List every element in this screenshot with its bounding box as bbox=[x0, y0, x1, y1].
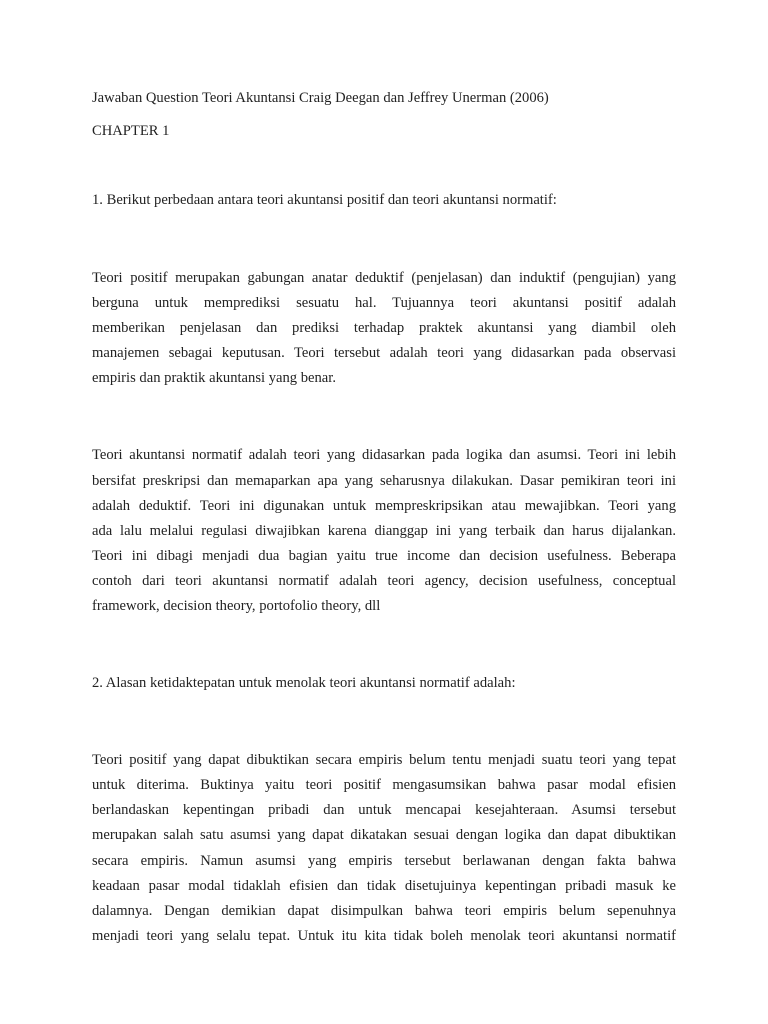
paragraph-line: ada lalu melalui regulasi diwajibkan karena dianggap ini yang terbaik dan harus dijalankan. bbox=[92, 522, 676, 539]
paragraph-line: empiris dan praktik akuntansi yang benar. bbox=[92, 370, 336, 387]
paragraph-line: berlandaskan kepentingan pribadi dan untuk mencapai kesejahteraan. Asumsi tersebut bbox=[92, 802, 676, 819]
paragraph-line: framework, decision theory, portofolio theory, dll bbox=[92, 598, 381, 615]
paragraph-line: manajemen sebagai keputusan. Teori tersebut adalah teori yang didasarkan pada observasi bbox=[92, 345, 676, 362]
paragraph-line: merupakan salah satu asumsi yang dapat dikatakan sesuai dengan logika dan dapat dibuktikan bbox=[92, 827, 676, 844]
paragraph-line: menjadi teori yang selalu tepat. Untuk itu kita tidak boleh menolak teori akuntansi normatif bbox=[92, 927, 676, 944]
paragraph-line: Teori akuntansi normatif adalah teori yang didasarkan pada logika dan asumsi. Teori ini lebih bbox=[92, 447, 676, 464]
paragraph-line: Teori ini dibagi menjadi dua bagian yaitu true income dan decision usefulness. Beberapa bbox=[92, 547, 676, 564]
paragraph-line: adalah deduktif. Teori ini digunakan untuk mempreskripsikan atau mewajibkan. Teori yang bbox=[92, 497, 676, 514]
question-2: 2. Alasan ketidaktepatan untuk menolak teori akuntansi normatif adalah: bbox=[92, 675, 516, 692]
paragraph-line: Teori positif merupakan gabungan anatar deduktif (penjelasan) dan induktif (pengujian) yang bbox=[92, 270, 676, 286]
document-title: Jawaban Question Teori Akuntansi Craig Deegan dan Jeffrey Unerman (2006) bbox=[92, 90, 549, 106]
paragraph-line: berguna untuk memprediksi sesuatu hal. Tujuannya teori akuntansi positif adalah bbox=[92, 295, 676, 312]
paragraph-line: Teori positif yang dapat dibuktikan secara empiris belum tentu menjadi suatu teori yang tepat bbox=[92, 752, 676, 769]
paragraph-line: dalamnya. Dengan demikian dapat disimpulkan bahwa teori empiris belum sepenuhnya bbox=[92, 902, 676, 919]
paragraph-line: memberikan penjelasan dan prediksi terhadap praktek akuntansi yang diambil oleh bbox=[92, 320, 676, 337]
paragraph-normative-theory bbox=[92, 443, 676, 619]
paragraph-line: bersifat preskripsi dan memaparkan apa yang seharusnya dilakukan. Dasar pemikiran teori ini bbox=[92, 472, 676, 489]
paragraph-line: keadaan pasar modal tidaklah efisien dan tidak disetujuinya kepentingan pribadi masuk ke bbox=[92, 877, 676, 894]
paragraph-line: untuk diterima. Buktinya yaitu teori positif mengasumsikan bahwa pasar modal efisien bbox=[92, 777, 676, 794]
paragraph-rejection-reasons bbox=[92, 748, 676, 949]
chapter-heading: CHAPTER 1 bbox=[92, 123, 170, 139]
question-1: 1. Berikut perbedaan antara teori akuntansi positif dan teori akuntansi normatif: bbox=[92, 192, 557, 208]
paragraph-positive-theory bbox=[92, 266, 676, 391]
document-page bbox=[92, 86, 676, 949]
paragraph-line: contoh dari teori akuntansi normatif adalah teori agency, decision usefulness, conceptual bbox=[92, 572, 676, 589]
paragraph-line: secara empiris. Namun asumsi yang empiris tersebut berlawanan dengan fakta bahwa bbox=[92, 852, 676, 869]
